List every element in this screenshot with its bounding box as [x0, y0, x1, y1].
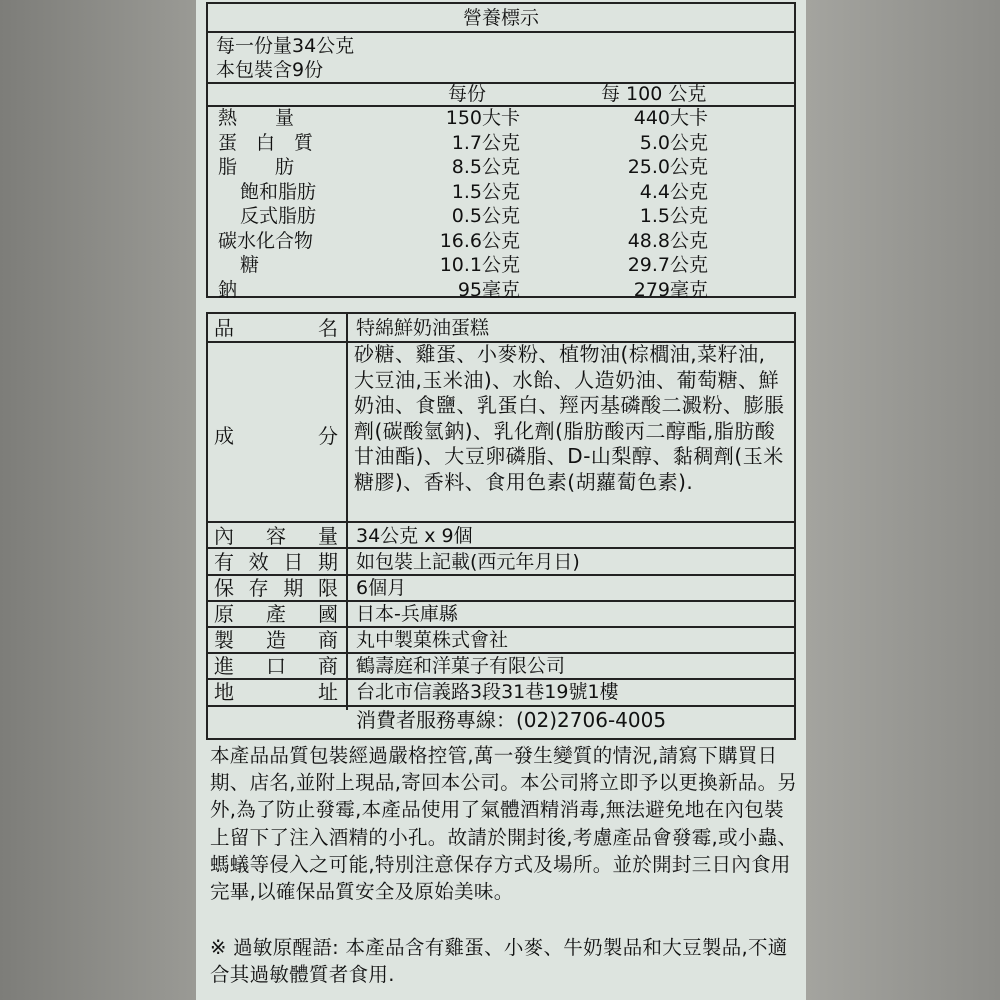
- importer-value: 鶴壽庭和洋菓子有限公司: [356, 655, 566, 677]
- maker-value: 丸中製菓株式會社: [356, 629, 509, 651]
- nutrient-per-serving: 0.5公克: [451, 205, 520, 227]
- consumer-hotline: 消費者服務專線：(02)2706-4005: [356, 708, 667, 732]
- nutrient-name: 糖: [240, 254, 260, 276]
- servings-per-package: 本包裝含9份: [216, 59, 324, 81]
- nutrient-per-serving: 8.5公克: [451, 156, 520, 178]
- product-info-table: [206, 312, 796, 740]
- serving-size: 每一份量34公克: [216, 35, 355, 57]
- nutrient-name: 碳水化合物: [218, 229, 314, 252]
- address-value: 台北市信義路3段31巷19號1樓: [356, 681, 619, 703]
- nutrient-per-serving: 95毫克: [457, 278, 520, 301]
- nutrient-per-serving: 1.5公克: [451, 180, 520, 203]
- nutrition-title: 營養標示: [462, 7, 539, 29]
- nutrient-per-100g: 25.0公克: [627, 156, 708, 178]
- nutrient-per-100g: 29.7公克: [627, 254, 708, 276]
- label-expiry: 有 效 日 期: [214, 550, 338, 574]
- nutrient-per-100g: 279毫克: [633, 278, 708, 301]
- nutrient-name: 鈉: [218, 278, 238, 301]
- nutrient-name: 反式脂肪: [240, 205, 317, 227]
- nutrient-per-100g: 440大卡: [633, 107, 708, 129]
- label-content: 內 容 量: [214, 524, 338, 548]
- nutrient-per-100g: 48.8公克: [627, 229, 708, 252]
- background-left: [0, 0, 196, 1000]
- expiry-value: 如包裝上記載(西元年月日): [356, 551, 580, 573]
- nutrient-per-100g: 4.4公克: [639, 180, 708, 203]
- label-ingredients: 成 分: [214, 424, 338, 448]
- nutrient-per-100g: 5.0公克: [639, 131, 708, 154]
- quality-notice: 本產品品質包裝經過嚴格控管,萬一發生變質的情況,請寫下購買日期、店名,並附上現品,寄回本公司。本公司將立即予以更換新品。另外,為了防止發霉,本產品使用了氣體酒精消毒,無法避免地在內包裝上留下了注入酒精的小孔。故請於開封後,考慮產品會發霉,或小蟲、螞蟻等侵入之可能,特別注意保存方式及場所。並於開封三日內食用完畢,以確保品質安全及原始美味。: [210, 744, 798, 904]
- label-shelf-life: 保 存 期 限: [214, 576, 338, 600]
- content-value: 34公克 x 9個: [356, 525, 473, 547]
- nutrient-per-serving: 1.7公克: [451, 131, 520, 154]
- shelf-life-value: 6個月: [356, 577, 407, 599]
- label-importer: 進 口 商: [214, 654, 338, 678]
- background-right: [806, 0, 1000, 1000]
- nutrient-per-serving: 10.1公克: [439, 254, 520, 276]
- label-product-name: 品 名: [214, 316, 338, 340]
- nutrient-name: 飽和脂肪: [240, 180, 317, 203]
- col-per-serving: 每份: [448, 83, 487, 105]
- ingredients-list: 砂糖、雞蛋、小麥粉、植物油(棕櫚油,菜籽油,大豆油,玉米油)、水飴、人造奶油、葡萄糖、鮮奶油、食鹽、乳蛋白、羥丙基磷酸二澱粉、膨脹劑(碳酸氫鈉)、乳化劑(脂肪酸丙二醇酯,脂肪酸甘油酯)、大豆卵磷脂、D-山梨醇、黏稠劑(玉米糖膠)、香料、食用色素(胡蘿蔔色素).: [354, 342, 785, 494]
- nutrient-per-serving: 16.6公克: [439, 229, 520, 252]
- allergen-warning: ※ 過敏原醒語: 本產品含有雞蛋、小麥、牛奶製品和大豆製品,不適合其過敏體質者食用.: [210, 936, 788, 986]
- col-per-100g: 每 100 公克: [601, 83, 707, 105]
- label-origin: 原 產 國: [214, 602, 338, 626]
- label-paper: [196, 0, 806, 1000]
- nutrient-name: 脂 肪: [218, 156, 295, 178]
- nutrient-per-serving: 150大卡: [445, 107, 520, 129]
- nutrition-table: [206, 2, 796, 301]
- label-maker: 製 造 商: [214, 628, 338, 652]
- nutrient-per-100g: 1.5公克: [639, 205, 708, 227]
- nutrient-name: 蛋 白 質: [218, 131, 314, 154]
- label-address: 地 址: [214, 680, 338, 704]
- product-name: 特綿鮮奶油蛋糕: [356, 317, 490, 339]
- origin-value: 日本-兵庫縣: [356, 603, 458, 625]
- nutrient-name: 熱 量: [218, 107, 295, 129]
